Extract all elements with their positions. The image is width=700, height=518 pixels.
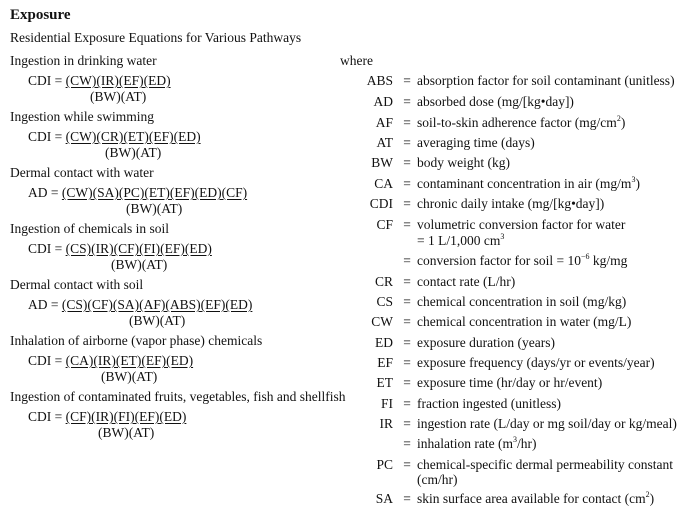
definition-equals: = bbox=[403, 436, 411, 451]
definition-main: chemical concentration in soil (mg/kg) bbox=[417, 294, 627, 309]
definition-abbr: SA bbox=[375, 491, 393, 506]
equation-numerator: (CF)(IR)(FI)(EF)(ED) bbox=[65, 409, 187, 424]
equation-denominator: (BW)(AT) bbox=[98, 425, 155, 440]
definition-suffix: kg/mg bbox=[589, 253, 628, 268]
definition-abbr: AT bbox=[376, 135, 393, 150]
definition-text bbox=[417, 396, 561, 412]
page-subtitle: Residential Exposure Equations for Various Pathways bbox=[10, 30, 302, 45]
definition-superscript: 2 bbox=[645, 490, 650, 499]
definition-abbr: CDI bbox=[369, 196, 393, 211]
equals-sign: = bbox=[51, 129, 66, 144]
definition-main: exposure frequency (days/yr or events/year) bbox=[417, 355, 655, 370]
definition-abbr: BW bbox=[371, 155, 393, 170]
definition-equals: = bbox=[403, 491, 411, 506]
definition-superscript: 3 bbox=[512, 435, 517, 444]
definition-equals: = bbox=[403, 314, 411, 329]
definition-main: body weight (kg) bbox=[417, 155, 510, 170]
definition-main: absorption factor for soil contaminant (unitless) bbox=[417, 73, 675, 88]
definition-main: = 1 L/1,000 cm bbox=[417, 233, 501, 248]
definition-equals: = bbox=[403, 457, 411, 472]
definition-text bbox=[417, 491, 654, 507]
equation-lhs: CDI bbox=[28, 241, 52, 256]
definition-text bbox=[417, 217, 625, 233]
definition-text bbox=[417, 155, 510, 171]
definition-text bbox=[417, 196, 604, 212]
equation-lhs: CDI bbox=[28, 129, 52, 144]
definition-text bbox=[417, 335, 555, 351]
definition-equals: = bbox=[403, 196, 411, 211]
definition-main: absorbed dose (mg/[kg•day]) bbox=[417, 94, 574, 109]
definition-abbr: AF bbox=[375, 115, 393, 130]
equation-numerator: (CW)(CR)(ET)(EF)(ED) bbox=[65, 129, 201, 144]
definition-main: chemical-specific dermal permeability constant bbox=[417, 457, 674, 472]
definition-abbr: FI bbox=[380, 396, 393, 411]
definition-suffix: ) bbox=[635, 176, 640, 191]
equals-sign: = bbox=[51, 353, 66, 368]
equation bbox=[28, 73, 171, 89]
definition-text bbox=[417, 176, 640, 192]
equation-heading: Ingestion while swimming bbox=[10, 109, 154, 124]
definition-text bbox=[417, 472, 457, 488]
definition-superscript: 3 bbox=[631, 175, 636, 184]
page-title: Exposure bbox=[10, 7, 71, 23]
equation-numerator: (CW)(SA)(PC)(ET)(EF)(ED)(CF) bbox=[61, 185, 248, 200]
definition-main: chronic daily intake (mg/[kg•day]) bbox=[417, 196, 605, 211]
definition-abbr: PC bbox=[376, 457, 393, 472]
definition-equals: = bbox=[403, 176, 411, 191]
definition-abbr: IR bbox=[379, 416, 393, 431]
equation-denominator: (BW)(AT) bbox=[129, 313, 186, 328]
definition-main: skin surface area available for contact (cm bbox=[417, 491, 646, 506]
definition-text bbox=[417, 294, 626, 310]
equation-heading: Dermal contact with water bbox=[10, 165, 154, 180]
definition-text bbox=[417, 94, 574, 110]
definition-abbr: CW bbox=[371, 314, 393, 329]
equation-heading: Ingestion in drinking water bbox=[10, 53, 157, 68]
definition-abbr: AD bbox=[373, 94, 393, 109]
definition-main: soil-to-skin adherence factor (mg/cm bbox=[417, 115, 617, 130]
equation bbox=[28, 241, 212, 257]
definition-equals: = bbox=[403, 335, 411, 350]
definition-text bbox=[417, 115, 625, 131]
equation bbox=[28, 297, 252, 313]
definition-main: contact rate (L/hr) bbox=[417, 274, 516, 289]
equation-denominator: (BW)(AT) bbox=[105, 145, 162, 160]
definition-superscript: 3 bbox=[500, 232, 505, 241]
equals-sign: = bbox=[47, 297, 62, 312]
definition-text bbox=[417, 314, 631, 330]
definition-suffix: ) bbox=[649, 491, 655, 506]
equation-heading: Inhalation of airborne (vapor phase) chemicals bbox=[10, 333, 263, 348]
definition-equals: = bbox=[403, 274, 411, 289]
equation-lhs: AD bbox=[28, 297, 48, 312]
equation bbox=[28, 185, 247, 201]
equation-numerator: (CA)(IR)(ET)(EF)(ED) bbox=[65, 353, 194, 368]
definition-abbr: CA bbox=[374, 176, 393, 191]
definition-text bbox=[417, 135, 535, 151]
equation-numerator: (CW)(IR)(EF)(ED) bbox=[65, 73, 171, 88]
equation-denominator: (BW)(AT) bbox=[111, 257, 168, 272]
definition-main: exposure time (hr/day or hr/event) bbox=[417, 375, 603, 390]
definition-main: fraction ingested (unitless) bbox=[417, 396, 561, 411]
definition-abbr: ED bbox=[375, 335, 393, 350]
definition-abbr: CS bbox=[376, 294, 393, 309]
equation-lhs: CDI bbox=[28, 409, 52, 424]
equation bbox=[28, 353, 193, 369]
definition-equals: = bbox=[403, 135, 411, 150]
definition-main: volumetric conversion factor for water bbox=[417, 217, 626, 232]
equation bbox=[28, 129, 201, 145]
definition-suffix: /hr) bbox=[516, 436, 537, 451]
definition-text bbox=[417, 274, 515, 290]
definition-superscript: −6 bbox=[580, 252, 590, 261]
definition-main: contaminant concentration in air (mg/m bbox=[417, 176, 632, 191]
definition-text bbox=[417, 253, 627, 269]
definition-text bbox=[417, 233, 504, 249]
definition-superscript: 2 bbox=[616, 114, 621, 123]
definition-main: ingestion rate (L/day or mg soil/day or kg/meal) bbox=[417, 416, 677, 431]
definition-equals: = bbox=[403, 396, 411, 411]
definition-equals: = bbox=[403, 355, 411, 370]
definition-abbr: ET bbox=[376, 375, 393, 390]
definition-text bbox=[417, 73, 675, 89]
definition-equals: = bbox=[403, 253, 411, 268]
definition-text bbox=[417, 375, 602, 391]
definition-text bbox=[417, 436, 536, 452]
equals-sign: = bbox=[51, 241, 66, 256]
definition-equals: = bbox=[403, 217, 411, 232]
equation-numerator: (CS)(IR)(CF)(FI)(EF)(ED) bbox=[65, 241, 212, 256]
definition-main: inhalation rate (m bbox=[417, 436, 513, 451]
where-label: where bbox=[340, 53, 373, 68]
definition-equals: = bbox=[403, 375, 411, 390]
definition-equals: = bbox=[403, 416, 411, 431]
equation-denominator: (BW)(AT) bbox=[101, 369, 158, 384]
equals-sign: = bbox=[47, 185, 62, 200]
equation-lhs: CDI bbox=[28, 73, 52, 88]
definition-main: chemical concentration in water (mg/L) bbox=[417, 314, 632, 329]
definition-abbr: EF bbox=[377, 355, 393, 370]
definition-abbr: ABS bbox=[366, 73, 393, 88]
equation-denominator: (BW)(AT) bbox=[126, 201, 183, 216]
definition-suffix: ) bbox=[620, 115, 626, 130]
equation-lhs: AD bbox=[28, 185, 48, 200]
definition-abbr: CR bbox=[374, 274, 393, 289]
equation-numerator: (CS)(CF)(SA)(AF)(ABS)(EF)(ED) bbox=[61, 297, 253, 312]
definition-main: conversion factor for soil = 10 bbox=[417, 253, 581, 268]
definition-text bbox=[417, 457, 673, 473]
definition-equals: = bbox=[403, 155, 411, 170]
equation-heading: Ingestion of chemicals in soil bbox=[10, 221, 169, 236]
definition-equals: = bbox=[403, 94, 411, 109]
definition-text bbox=[417, 355, 655, 371]
definition-main: averaging time (days) bbox=[417, 135, 535, 150]
equation bbox=[28, 409, 186, 425]
equation-lhs: CDI bbox=[28, 353, 52, 368]
equation-heading: Dermal contact with soil bbox=[10, 277, 144, 292]
equation-denominator: (BW)(AT) bbox=[90, 89, 147, 104]
equation-heading: Ingestion of contaminated fruits, vegetables, fish and shellfish bbox=[10, 389, 346, 404]
definition-equals: = bbox=[403, 115, 411, 130]
equals-sign: = bbox=[51, 73, 66, 88]
definition-text bbox=[417, 416, 677, 432]
definition-equals: = bbox=[403, 73, 411, 88]
definition-main: (cm/hr) bbox=[417, 472, 458, 487]
definition-abbr: CF bbox=[376, 217, 393, 232]
equals-sign: = bbox=[51, 409, 66, 424]
definition-equals: = bbox=[403, 294, 411, 309]
definition-main: exposure duration (years) bbox=[417, 335, 555, 350]
